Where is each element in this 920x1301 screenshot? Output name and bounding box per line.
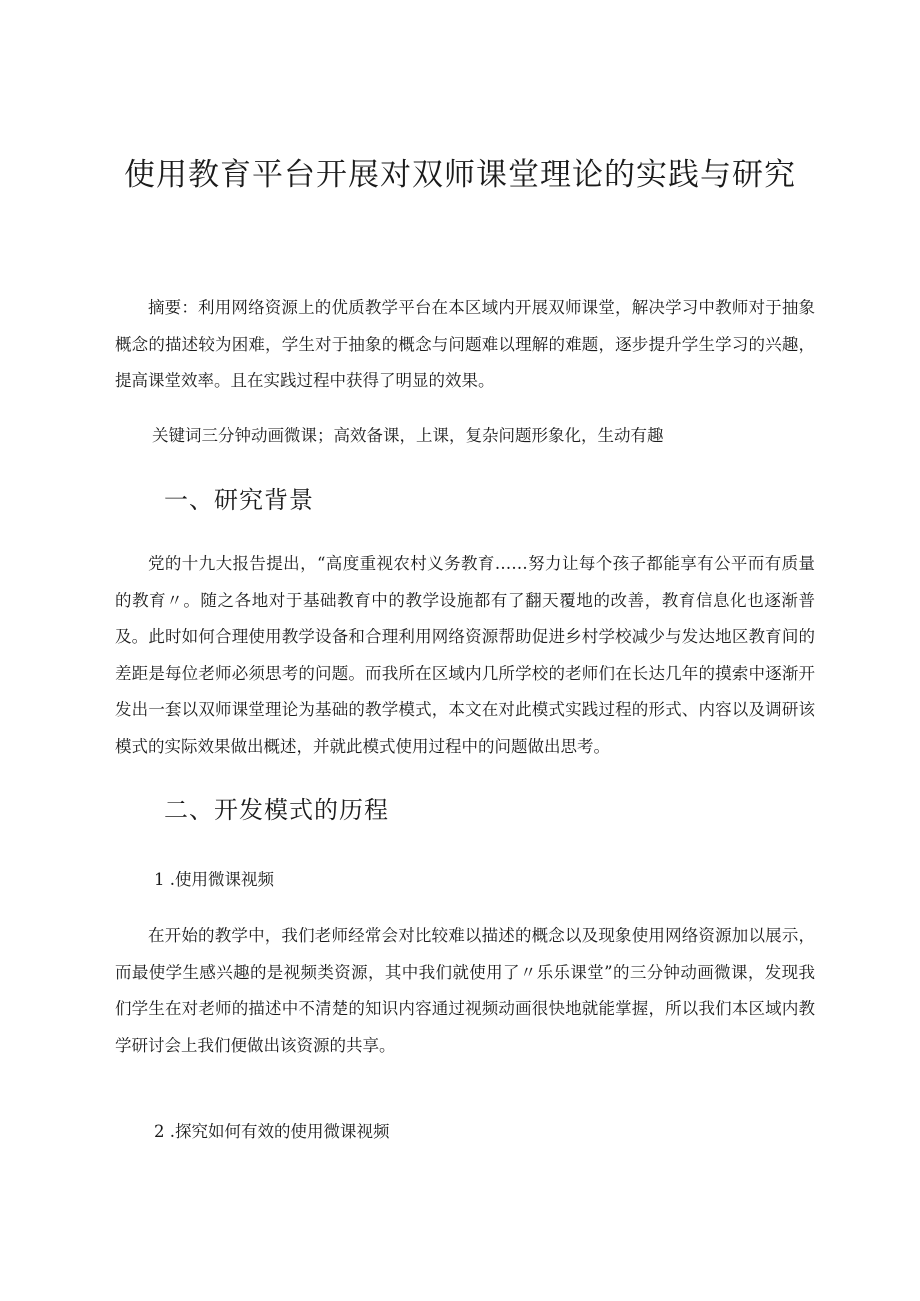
section-heading-background: 一、研究背景 [164, 486, 314, 514]
keywords-line: 关键词三分钟动画微课；高效备课，上课，复杂问题形象化，生动有趣 [152, 426, 664, 445]
section-heading-development: 二、开发模式的历程 [164, 796, 389, 824]
document-title: 使用教育平台开展对双师课堂理论的实践与研究 [124, 157, 796, 193]
subsection-number-2: 2 [154, 1122, 165, 1141]
microlecture-paragraph: 在开始的教学中，我们老师经常会对比较难以描述的概念以及现象使用网络资源加以展示，而最使学生感兴趣的是视频类资源，其中我们就使用了〃乐乐课堂”的三分钟动画微课，发现我们学生在对老师的描述中不清楚的知识内容通过视频动画很快地就能掌握，所以我们本区域内教学研讨会上我们便做出该资源的共享。 [115, 926, 815, 1055]
subsection-heading-1 [154, 868, 274, 892]
subsection-number-1: 1 [154, 870, 165, 889]
subsection-title-1: .使用微课视频 [169, 870, 274, 889]
abstract-paragraph: 摘要：利用网络资源上的优质教学平台在本区域内开展双师课堂，解决学习中教师对于抽象概念的描述较为困难，学生对于抽象的概念与问题难以理解的难题，逐步提升学生学习的兴趣，提高课堂效率。且在实践过程中获得了明显的效果。 [115, 298, 815, 390]
subsection-title-2: .探究如何有效的使用微课视频 [169, 1122, 390, 1141]
background-paragraph: 党的十九大报告提出，“高度重视农村义务教育……努力让每个孩子都能享有公平而有质量的教育〃。随之各地对于基础教育中的教学设施都有了翻天覆地的改善，教育信息化也逐渐普及。此时如何合理使用教学设备和合理利用网络资源帮助促进乡村学校减少与发达地区教育间的差距是每位老师必须思考的问题。而我所在区域内几所学校的老师们在长达几年的摸索中逐渐开发出一套以双师课堂理论为基础的教学模式，本文在对此模式实践过程的形式、内容以及调研该模式的实际效果做出概述，并就此模式使用过程中的问题做出思考。 [115, 554, 815, 756]
subsection-heading-2 [154, 1120, 390, 1144]
